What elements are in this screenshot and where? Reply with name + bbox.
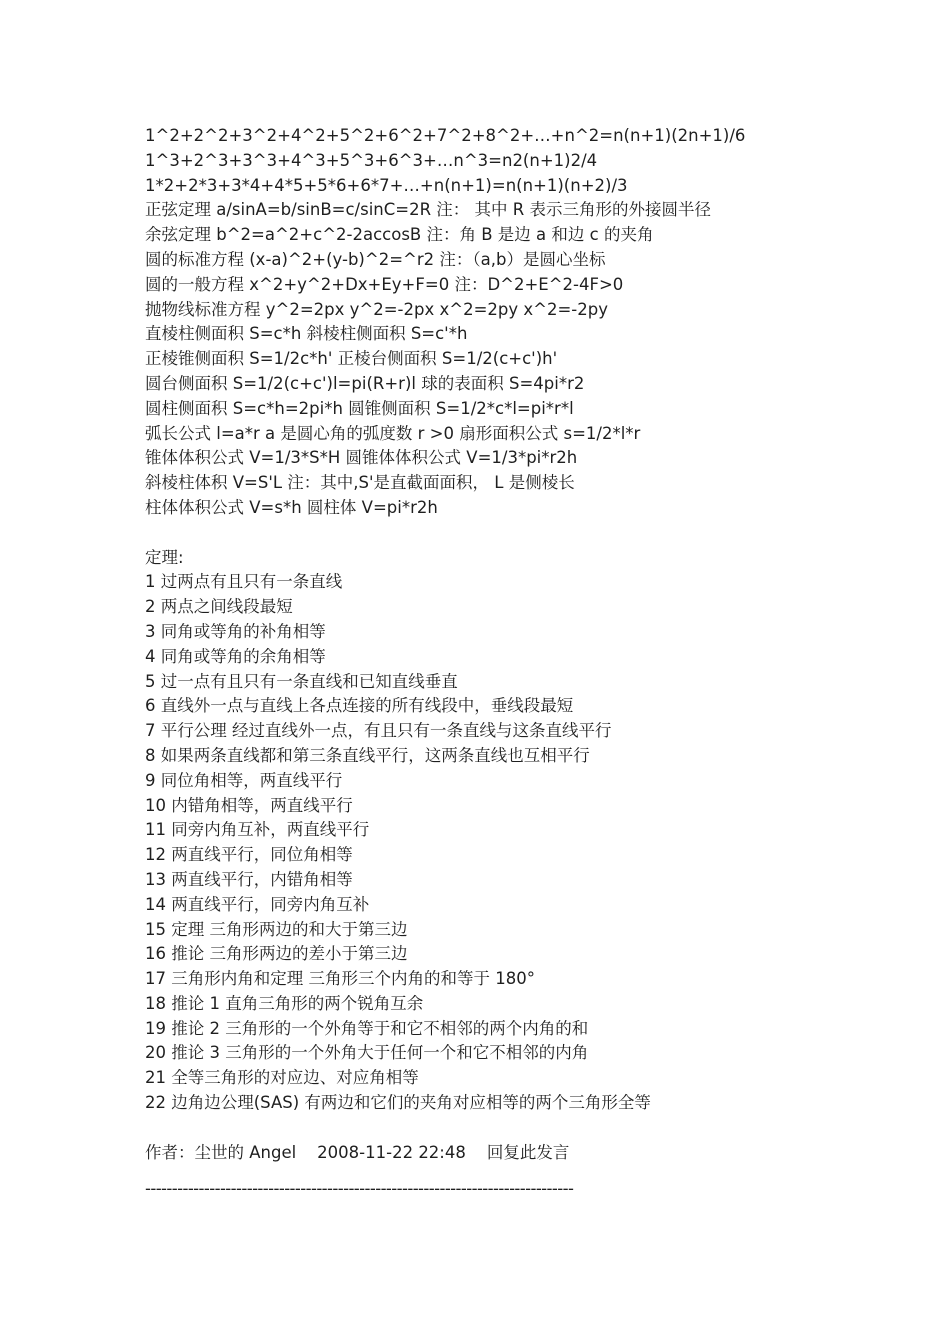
- formula-list: [145, 124, 925, 521]
- theorem-item: 6 直线外一点与直线上各点连接的所有线段中，垂线段最短: [145, 696, 574, 716]
- theorem-item: 18 推论 1 直角三角形的两个锐角互余: [145, 993, 424, 1013]
- theorem-list: [145, 570, 925, 1116]
- theorem-item: 20 推论 3 三角形的一个外角大于任何一个和它不相邻的内角: [145, 1043, 589, 1063]
- theorem-item: 9 同位角相等，两直线平行: [145, 770, 343, 790]
- document-page: [145, 124, 925, 1201]
- formula-line: 圆柱侧面积 S=c*h=2pi*h 圆锥侧面积 S=1/2*c*l=pi*r*l: [145, 398, 574, 418]
- theorem-item: 4 同角或等角的余角相等: [145, 646, 326, 666]
- formula-line: 锥体体积公式 V=1/3*S*H 圆锥体体积公式 V=1/3*pi*r2h: [145, 448, 578, 468]
- theorem-item: 15 定理 三角形两边的和大于第三边: [145, 919, 408, 939]
- divider-line: --------------------------------------------------------------------------------: [145, 1179, 574, 1199]
- formula-line: 圆的一般方程 x^2+y^2+Dx+Ey+F=0 注：D^2+E^2-4F>0: [145, 274, 624, 294]
- formula-line: 1^3+2^3+3^3+4^3+5^3+6^3+…n^3=n2(n+1)2/4: [145, 150, 598, 170]
- formula-line: 弧长公式 l=a*r a 是圆心角的弧度数 r >0 扇形面积公式 s=1/2*l*r: [145, 423, 641, 443]
- blank-line: [145, 521, 925, 546]
- formula-line: 圆的标准方程 (x-a)^2+(y-b)^2=^r2 注：（a,b）是圆心坐标: [145, 249, 606, 269]
- theorem-item: 21 全等三角形的对应边、对应角相等: [145, 1068, 419, 1088]
- theorem-item: 14 两直线平行，同旁内角互补: [145, 894, 370, 914]
- blank-line: [145, 1116, 925, 1141]
- theorem-item: 13 两直线平行，内错角相等: [145, 869, 353, 889]
- theorem-item: 12 两直线平行，同位角相等: [145, 845, 353, 865]
- theorem-item: 2 两点之间线段最短: [145, 597, 293, 617]
- theorem-item: 3 同角或等角的补角相等: [145, 621, 326, 641]
- formula-line: 余弦定理 b^2=a^2+c^2-2accosB 注：角 B 是边 a 和边 c 的夹角: [145, 225, 654, 245]
- formula-line: 圆台侧面积 S=1/2(c+c')l=pi(R+r)l 球的表面积 S=4pi*r2: [145, 373, 585, 393]
- formula-line: 直棱柱侧面积 S=c*h 斜棱柱侧面积 S=c'*h: [145, 324, 468, 344]
- formula-line: 斜棱柱体积 V=S'L 注：其中,S'是直截面面积， L 是侧棱长: [145, 473, 575, 493]
- theorem-item: 1 过两点有且只有一条直线: [145, 572, 343, 592]
- theorems-heading: 定理:: [145, 547, 184, 567]
- theorem-item: 5 过一点有且只有一条直线和已知直线垂直: [145, 671, 458, 691]
- formula-line: 柱体体积公式 V=s*h 圆柱体 V=pi*r2h: [145, 497, 438, 517]
- formula-line: 1^2+2^2+3^2+4^2+5^2+6^2+7^2+8^2+…+n^2=n(n+1)(2n+1)/6: [145, 126, 746, 145]
- theorem-item: 7 平行公理 经过直线外一点，有且只有一条直线与这条直线平行: [145, 721, 612, 741]
- theorem-item: 8 如果两条直线都和第三条直线平行，这两条直线也互相平行: [145, 745, 590, 765]
- theorem-item: 17 三角形内角和定理 三角形三个内角的和等于 180°: [145, 969, 535, 989]
- formula-line: 正棱锥侧面积 S=1/2c*h' 正棱台侧面积 S=1/2(c+c')h': [145, 349, 558, 369]
- formula-line: 抛物线标准方程 y^2=2px y^2=-2px x^2=2py x^2=-2py: [145, 299, 608, 319]
- formula-line: 1*2+2*3+3*4+4*5+5*6+6*7+…+n(n+1)=n(n+1)(n+2)/3: [145, 175, 628, 195]
- formula-line: 正弦定理 a/sinA=b/sinB=c/sinC=2R 注： 其中 R 表示三角形的外接圆半径: [145, 200, 712, 220]
- theorem-item: 16 推论 三角形两边的差小于第三边: [145, 944, 408, 964]
- theorem-item: 10 内错角相等，两直线平行: [145, 795, 353, 815]
- theorem-item: 22 边角边公理(SAS) 有两边和它们的夹角对应相等的两个三角形全等: [145, 1093, 651, 1113]
- theorem-item: 11 同旁内角互补，两直线平行: [145, 820, 370, 840]
- author-line: 作者：尘世的 Angel 2008-11-22 22:48 回复此发言: [145, 1142, 570, 1162]
- theorem-item: 19 推论 2 三角形的一个外角等于和它不相邻的两个内角的和: [145, 1018, 589, 1038]
